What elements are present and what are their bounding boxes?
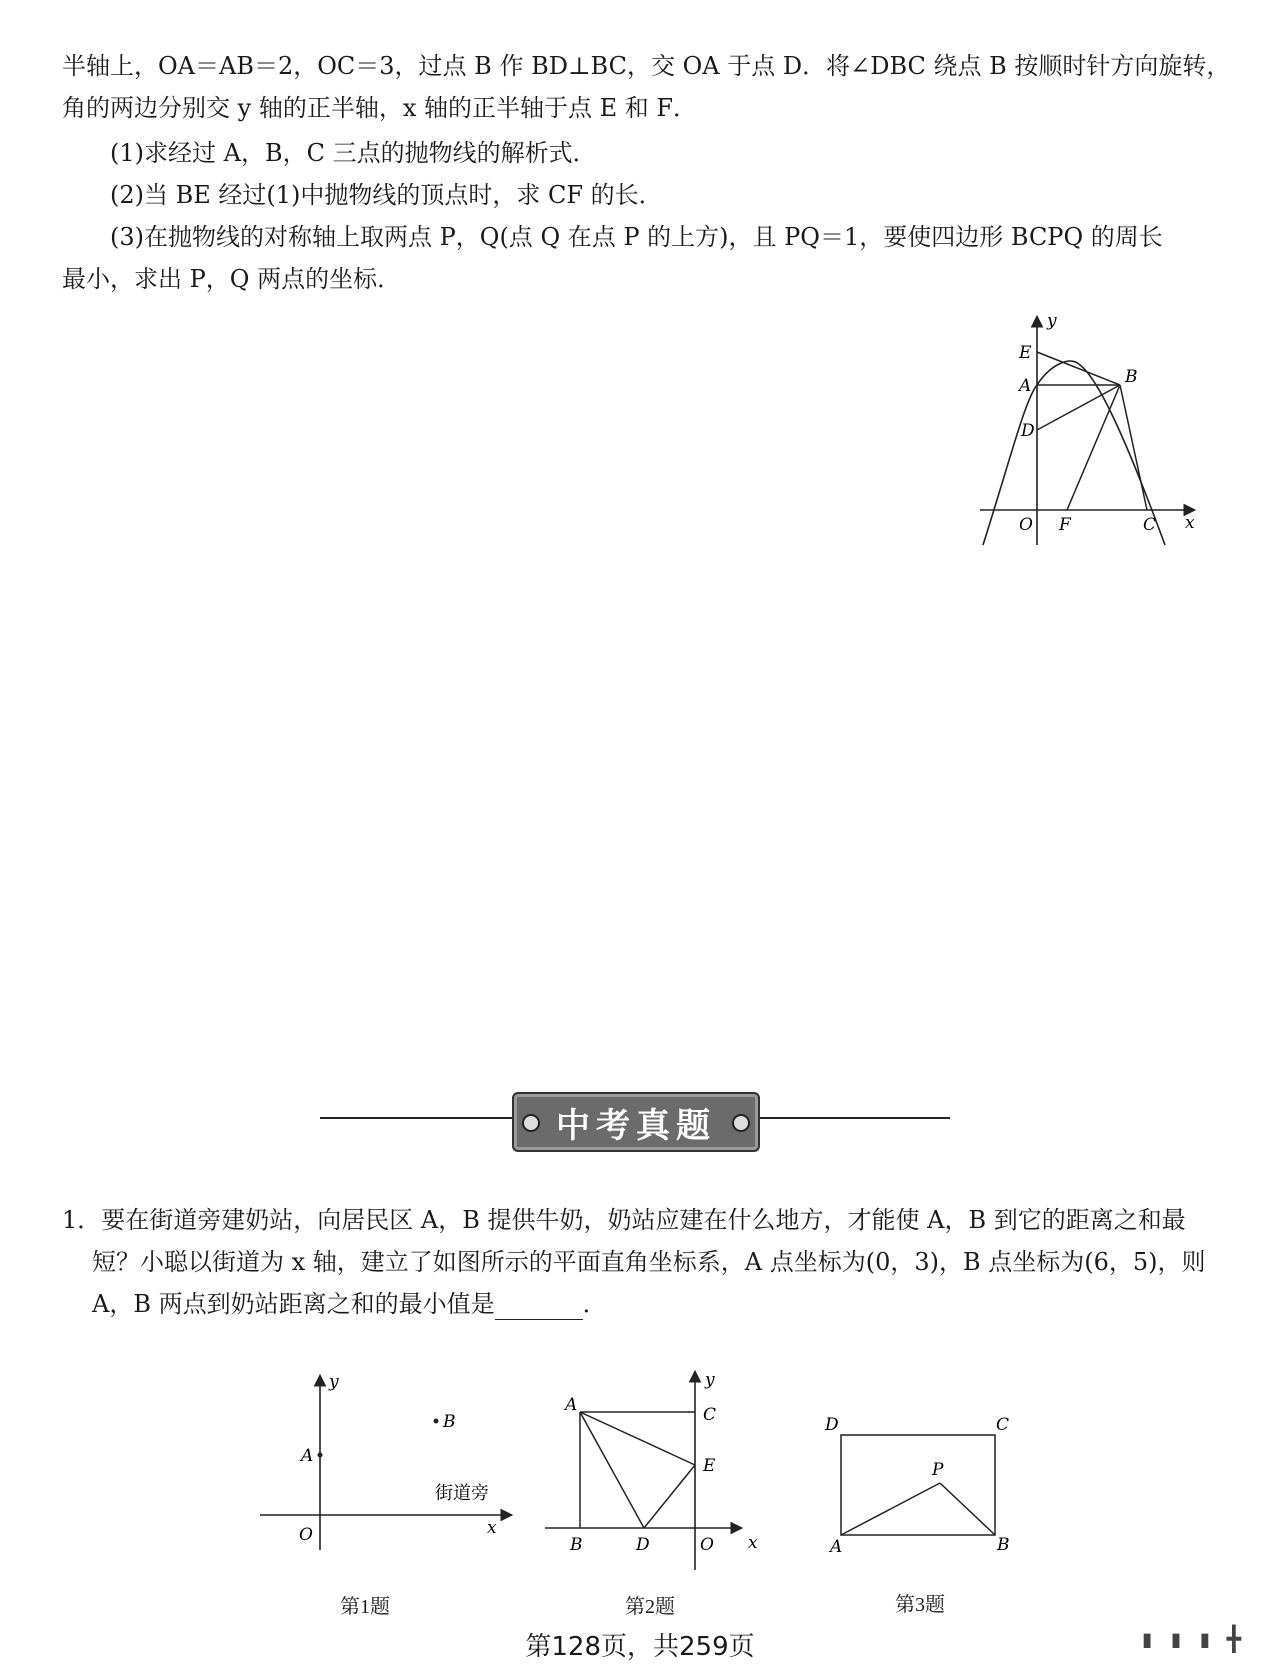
question-part-3: (3)在抛物线的对称轴上取两点 P，Q(点 Q 在点 P 的上方)，且 PQ＝1，要使四边形 BCPQ 的周长	[110, 223, 1163, 251]
answer-blank	[495, 1293, 583, 1320]
fig2-segment-de	[644, 1465, 695, 1528]
fig3-label-p: P	[932, 1460, 944, 1480]
segment-eb	[1037, 352, 1120, 385]
label-o: O	[1019, 515, 1033, 535]
fig3-segment-pb	[940, 1483, 995, 1535]
fig1-point-a	[318, 1453, 323, 1458]
question-1-line-1: 1．要在街道旁建奶站，向居民区 A，B 提供牛奶，奶站应建在什么地方，才能使 A，B 到它的距离之和最	[62, 1206, 1186, 1234]
fig3-label-d: D	[825, 1415, 839, 1435]
figure-2	[540, 1365, 770, 1575]
figure-3-caption: 第3题	[895, 1594, 945, 1616]
question-part-2: (2)当 BE 经过(1)中抛物线的顶点时，求 CF 的长．	[110, 181, 663, 209]
question-1-line-3	[92, 1288, 1252, 1320]
label-a: A	[1019, 376, 1032, 396]
question-part-1: (1)求经过 A，B，C 三点的抛物线的解析式．	[110, 139, 597, 167]
fig3-rectangle	[841, 1435, 995, 1535]
fig2-label-o: O	[700, 1535, 714, 1555]
fig2-label-d: D	[636, 1535, 650, 1555]
question-1-line-3-text: A，B 两点到奶站距离之和的最小值是	[92, 1290, 495, 1318]
fig1-label-b: B	[443, 1412, 456, 1432]
fig1-label-o: O	[299, 1525, 313, 1545]
label-x: x	[1185, 513, 1195, 533]
label-b: B	[1125, 367, 1138, 387]
fig3-label-c: C	[996, 1415, 1010, 1435]
figure-2-caption: 第2题	[625, 1596, 675, 1618]
label-y: y	[1047, 311, 1057, 331]
fig1-label-x: x	[487, 1518, 497, 1538]
fig2-label-c: C	[703, 1405, 717, 1425]
segment-cb	[1120, 385, 1147, 510]
fig2-segment-ae	[580, 1412, 695, 1465]
segment-fb	[1067, 385, 1120, 510]
parabola-figure	[975, 310, 1215, 555]
fig2-label-e: E	[703, 1456, 716, 1476]
fig2-label-a: A	[565, 1395, 578, 1415]
problem-line-1: 半轴上，OA＝AB＝2，OC＝3，过点 B 作 BD⊥BC，交 OA 于点 D．将∠DBC 绕点 B 按顺时针方向旋转，	[62, 52, 1231, 80]
parabola-curve	[983, 361, 1165, 545]
fig1-point-b	[434, 1419, 439, 1424]
badge-dot-right-icon	[732, 1114, 750, 1132]
label-d: D	[1021, 421, 1035, 441]
fig3-label-a: A	[830, 1537, 843, 1555]
label-f: F	[1059, 515, 1071, 535]
problem-line-2: 角的两边分别交 y 轴的正半轴，x 轴的正半轴于点 E 和 F．	[62, 94, 698, 122]
question-1-line-2: 短？小聪以街道为 x 轴，建立了如图所示的平面直角坐标系，A 点坐标为(0，3)，B 点坐标为(6，5)，则	[92, 1248, 1206, 1276]
figure-3	[820, 1410, 1020, 1555]
fig2-label-b: B	[570, 1535, 583, 1555]
section-badge	[512, 1092, 760, 1152]
scan-margin-marks-icon: ▮ ▮ ▮ ╋	[1140, 1625, 1242, 1653]
section-title: 中考真题	[556, 1105, 716, 1146]
fig1-label-street: 街道旁	[435, 1483, 489, 1504]
section-header	[320, 1083, 950, 1153]
page-footer: 第128页，共259页	[525, 1632, 755, 1662]
fig3-segment-ap	[841, 1483, 940, 1535]
fig1-label-a: A	[301, 1446, 314, 1466]
figure-1	[255, 1365, 515, 1555]
fig1-label-y: y	[329, 1372, 339, 1392]
section-rule-right	[756, 1117, 950, 1119]
fig3-label-b: B	[997, 1535, 1010, 1555]
fig2-label-x: x	[748, 1533, 758, 1553]
question-1-line-3-end: ．	[582, 1290, 607, 1318]
fig2-label-y: y	[705, 1370, 715, 1390]
section-rule-left	[320, 1117, 512, 1119]
figure-1-caption: 第1题	[340, 1596, 390, 1618]
fig2-segment-ad	[580, 1412, 644, 1528]
question-part-3-cont: 最小，求出 P，Q 两点的坐标．	[62, 265, 402, 293]
label-e: E	[1019, 343, 1032, 363]
badge-dot-left-icon	[522, 1114, 540, 1132]
label-c: C	[1143, 515, 1157, 535]
